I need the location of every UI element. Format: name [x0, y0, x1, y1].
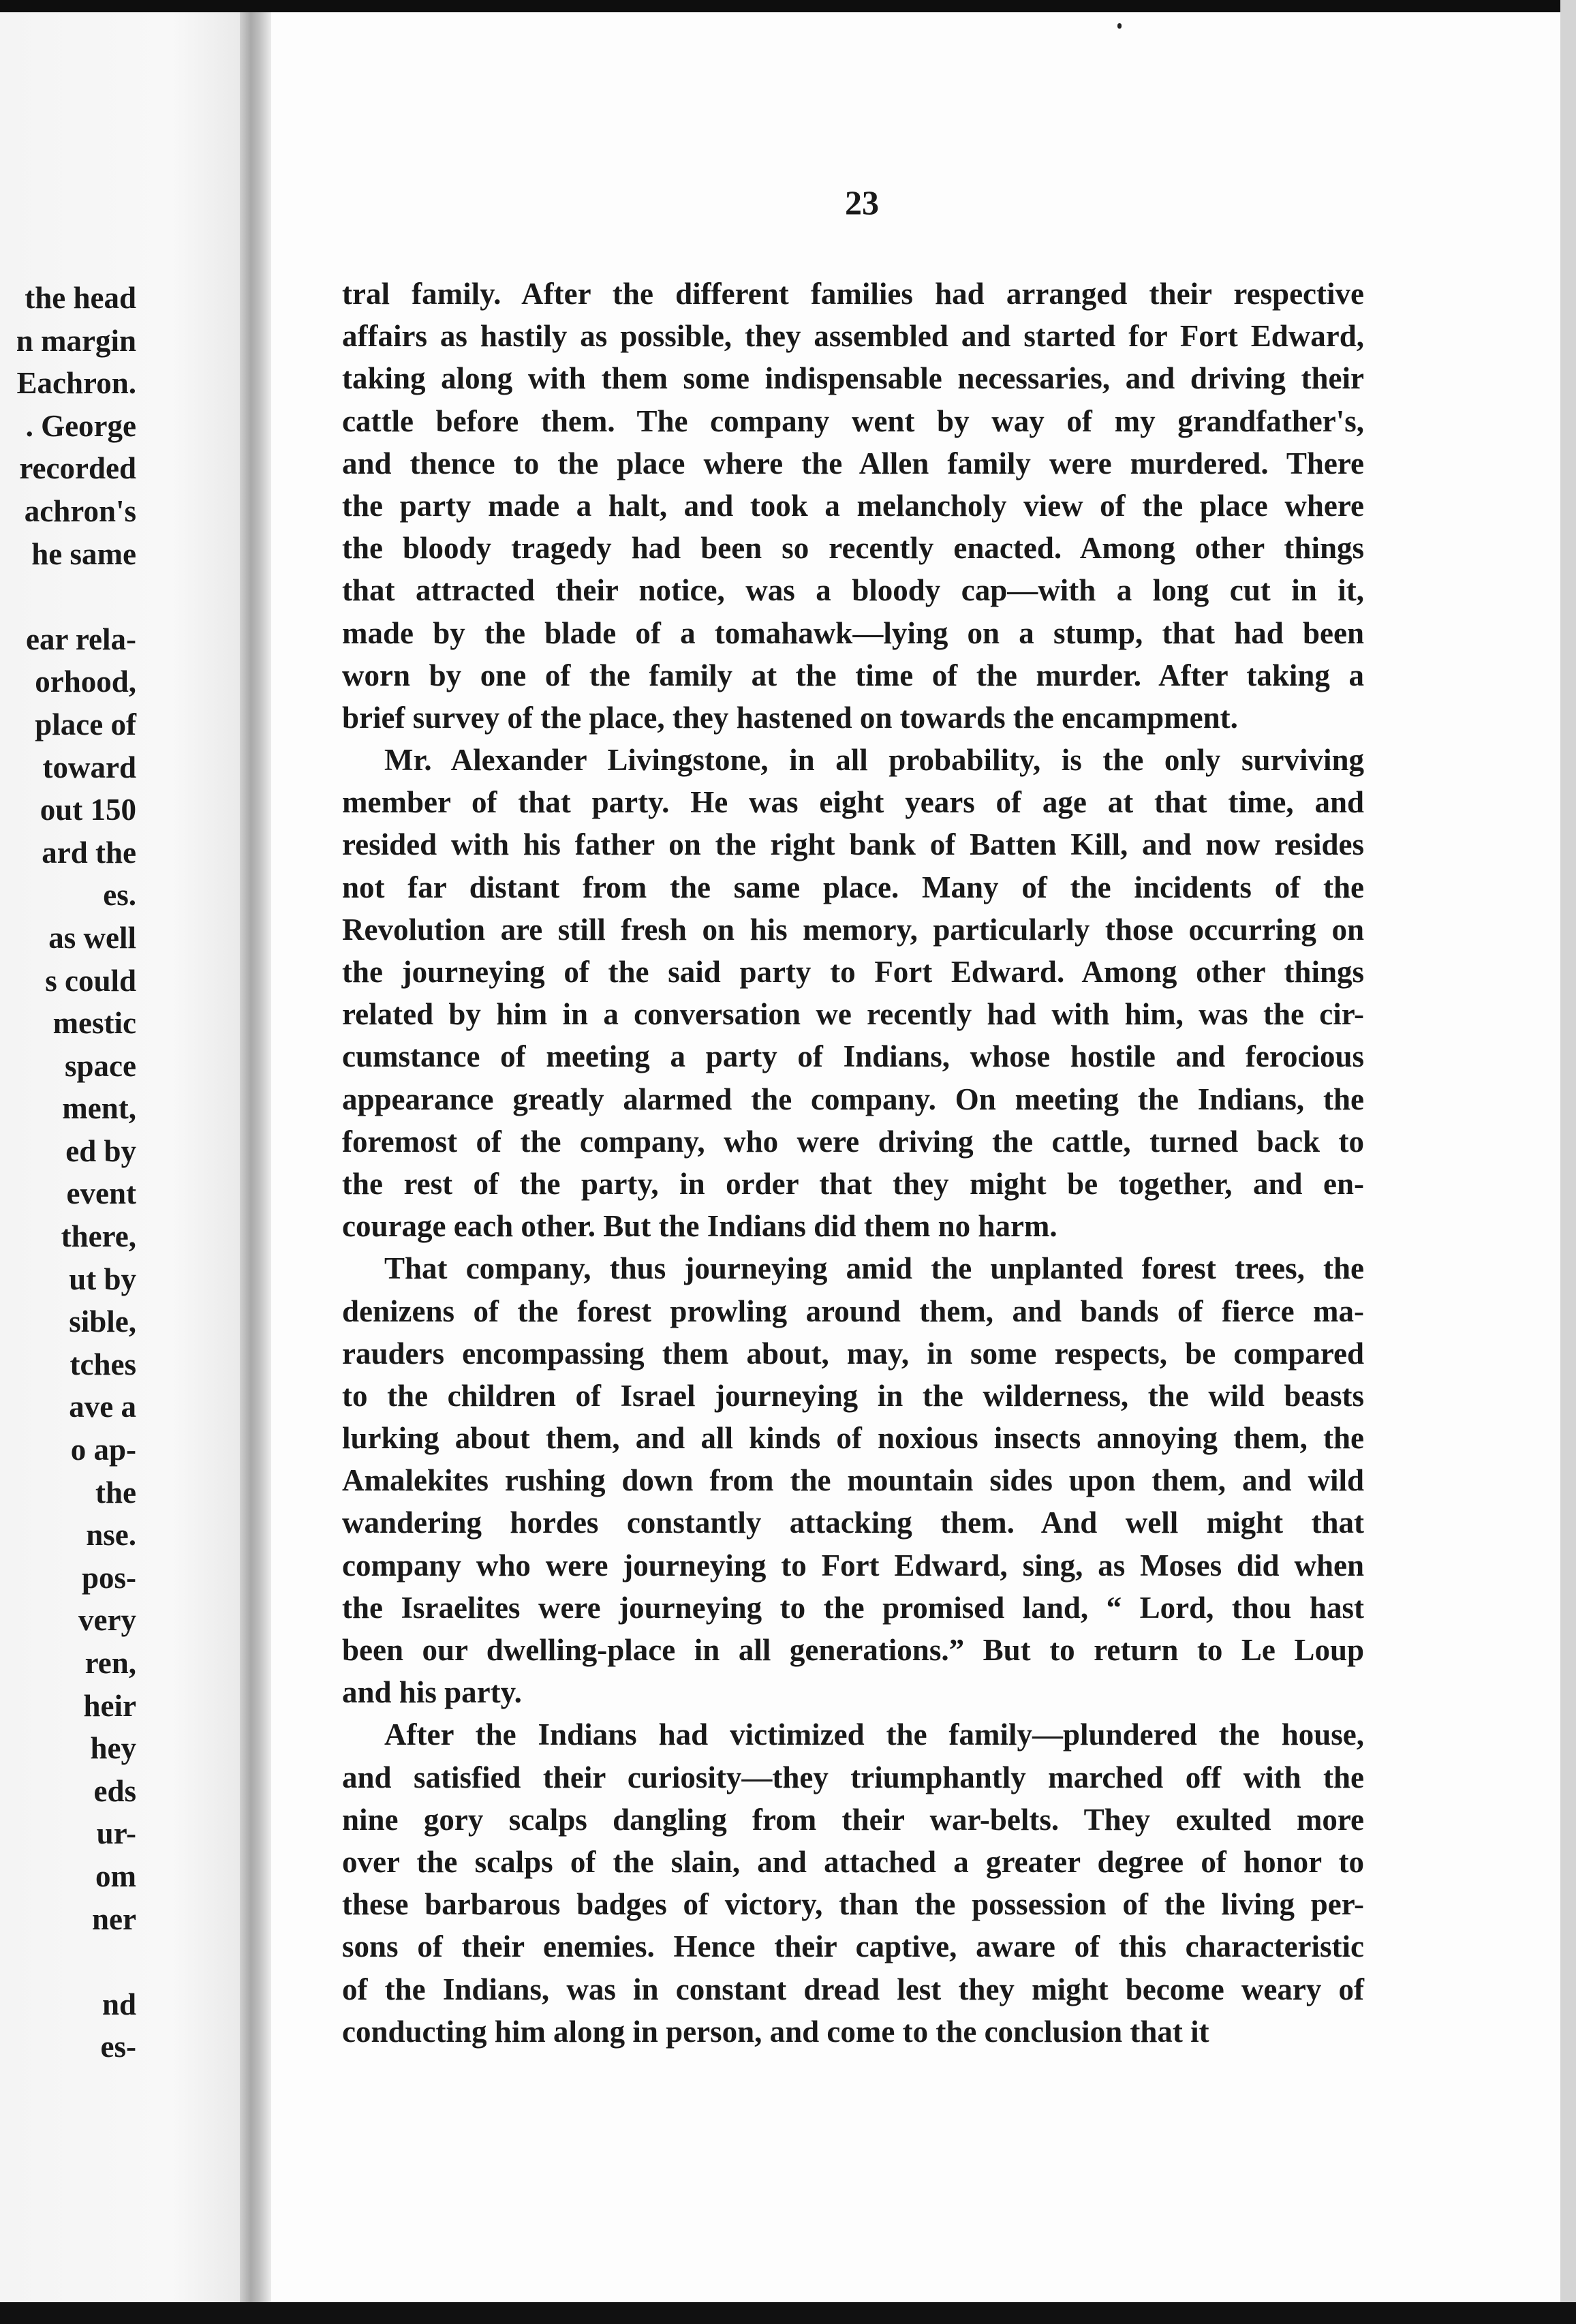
text-line: After the Indians had victimized the family—plundered the house, [384, 1717, 1364, 1752]
facing-page-line [7, 575, 136, 618]
facing-page-line: as well [48, 920, 136, 955]
facing-page-line: ur- [96, 1816, 136, 1851]
text-line: and thence to the place where the Allen family were murdered. There [342, 446, 1364, 480]
facing-page-line: out 150 [40, 793, 136, 827]
text-line: foremost of the company, who were driving the cattle, turned back to [342, 1124, 1364, 1159]
text-line: Revolution are still fresh on his memory, particularly those occurring on [342, 912, 1364, 947]
text-line: tral family. After the different families had arranged their respective [342, 277, 1364, 311]
facing-page-line: ear rela- [25, 622, 136, 656]
text-line: been our dwelling-place in all generations.” But to return to Le Loup [342, 1633, 1364, 1667]
ink-speck [1117, 23, 1122, 29]
text-line: the rest of the party, in order that they might be together, and en- [342, 1166, 1364, 1201]
book-gutter [240, 12, 271, 2302]
facing-page-edge [0, 12, 245, 2302]
text-line: the party made a halt, and took a melancholy view of the place where [342, 488, 1364, 523]
facing-page-line: ut by [69, 1262, 136, 1296]
scan-border-right [1560, 0, 1576, 2324]
page-body [342, 273, 1364, 2053]
paragraph [342, 1713, 1364, 2053]
text-line: the journeying of the said party to Fort Edward. Among other things [342, 955, 1364, 989]
text-line: rauders encompassing them about, may, in some respects, be compared [342, 1336, 1364, 1371]
paragraph [342, 1247, 1364, 1713]
text-line: the Israelites were journeying to the promised land, “ Lord, thou hast [342, 1590, 1364, 1625]
facing-page-line: the head [25, 281, 136, 315]
text-line: brief survey of the place, they hastened on towards the encampment. [342, 700, 1238, 735]
facing-page-line: space [65, 1048, 136, 1083]
facing-page-line: mestic [52, 1006, 136, 1041]
facing-page-line: he same [31, 536, 136, 571]
facing-page-line: nse. [86, 1518, 136, 1553]
text-line: wandering hordes constantly attacking them. And well might that [342, 1505, 1364, 1540]
text-line: member of that party. He was eight years of age at that time, and [342, 785, 1364, 820]
facing-page-line: om [95, 1859, 136, 1893]
text-line: appearance greatly alarmed the company. On meeting the Indians, the [342, 1082, 1364, 1116]
paragraph [342, 273, 1364, 739]
scan-border-top [0, 0, 1576, 12]
facing-page-line: the [95, 1475, 136, 1510]
text-line: cumstance of meeting a party of Indians, whose hostile and ferocious [342, 1039, 1364, 1074]
text-line: the bloody tragedy had been so recently enacted. Among other things [342, 531, 1364, 566]
text-line: to the children of Israel journeying in the wilderness, the wild beasts [342, 1378, 1364, 1413]
text-line: and his party. [342, 1675, 522, 1710]
facing-page-line: toward [42, 750, 136, 784]
text-line: conducting him along in person, and come to the conclusion that it [342, 2014, 1209, 2049]
facing-page-line: recorded [19, 451, 136, 486]
facing-page-line: ard the [42, 835, 136, 870]
text-line: sons of their enemies. Hence their captive, aware of this characteristic [342, 1929, 1364, 1964]
text-line: worn by one of the family at the time of the murder. After taking a [342, 658, 1364, 692]
facing-page-line: ner [92, 1901, 136, 1936]
text-line: nine gory scalps dangling from their war-belts. They exulted more [342, 1802, 1364, 1837]
text-line: cattle before them. The company went by way of my grandfather's, [342, 403, 1364, 438]
facing-page-line: achron's [24, 493, 136, 528]
facing-page-line: pos- [81, 1560, 136, 1595]
text-line: denizens of the forest prowling around them, and bands of fierce ma- [342, 1294, 1364, 1328]
text-line: made by the blade of a tomahawk—lying on a stump, that had been [342, 615, 1364, 650]
text-line: affairs as hastily as possible, they assembled and started for Fort Edward, [342, 319, 1364, 354]
text-line: company who were journeying to Fort Edward, sing, as Moses did when [342, 1548, 1364, 1583]
facing-page-text-fragments [7, 277, 136, 2068]
facing-page-line: sible, [69, 1304, 136, 1339]
text-line: of the Indians, was in constant dread lest they might become weary of [342, 1972, 1364, 2006]
facing-page-line: ed by [65, 1133, 136, 1168]
scan-border-bottom [0, 2302, 1576, 2324]
text-line: Amalekites rushing down from the mountain sides upon them, and wild [342, 1463, 1364, 1498]
facing-page-line: s could [45, 963, 136, 998]
facing-page-line: es. [103, 878, 136, 913]
facing-page-line: ren, [84, 1646, 136, 1680]
facing-page-line: ave a [69, 1390, 136, 1424]
facing-page-line: ment, [62, 1091, 136, 1126]
facing-page-line: event [66, 1176, 136, 1211]
text-line: That company, thus journeying amid the unplanted forest trees, the [384, 1251, 1364, 1286]
text-line: these barbarous badges of victory, than the possession of the living per- [342, 1887, 1364, 1922]
facing-page-line: nd [102, 1987, 136, 2021]
text-line: over the scalps of the slain, and attached a greater degree of honor to [342, 1844, 1364, 1879]
facing-page-line: hey [90, 1731, 136, 1766]
facing-page-line: very [78, 1603, 136, 1638]
text-line: related by him in a conversation we recently had with him, was the cir- [342, 997, 1364, 1032]
facing-page-line [7, 1940, 136, 1983]
facing-page-line: there, [61, 1219, 136, 1254]
paragraph [342, 739, 1364, 1247]
text-line: not far distant from the same place. Many of the incidents of the [342, 870, 1364, 904]
facing-page-line: tches [69, 1347, 136, 1381]
text-line: that attracted their notice, was a bloody cap—with a long cut in it, [342, 573, 1364, 608]
text-line: and satisfied their curiosity—they triumphantly marched off with the [342, 1760, 1364, 1794]
facing-page-line: Eachron. [16, 366, 136, 401]
facing-page-line: . George [25, 408, 136, 443]
text-line: taking along with them some indispensable necessaries, and driving their [342, 361, 1364, 396]
text-line: Mr. Alexander Livingstone, in all probability, is the only surviving [384, 743, 1364, 778]
facing-page-line: n margin [16, 323, 136, 358]
facing-page-line: place of [35, 707, 136, 741]
facing-page-line: o ap- [70, 1433, 136, 1467]
page-number: 23 [845, 183, 879, 221]
facing-page-line: es- [100, 2030, 136, 2064]
facing-page-line: eds [93, 1773, 136, 1808]
facing-page-line: heir [83, 1688, 136, 1723]
text-line: courage each other. But the Indians did them no harm. [342, 1209, 1057, 1244]
text-line: lurking about them, and all kinds of noxious insects annoying them, the [342, 1421, 1364, 1456]
text-line: resided with his father on the right bank of Batten Kill, and now resides [342, 827, 1364, 862]
facing-page-line: orhood, [35, 664, 136, 699]
